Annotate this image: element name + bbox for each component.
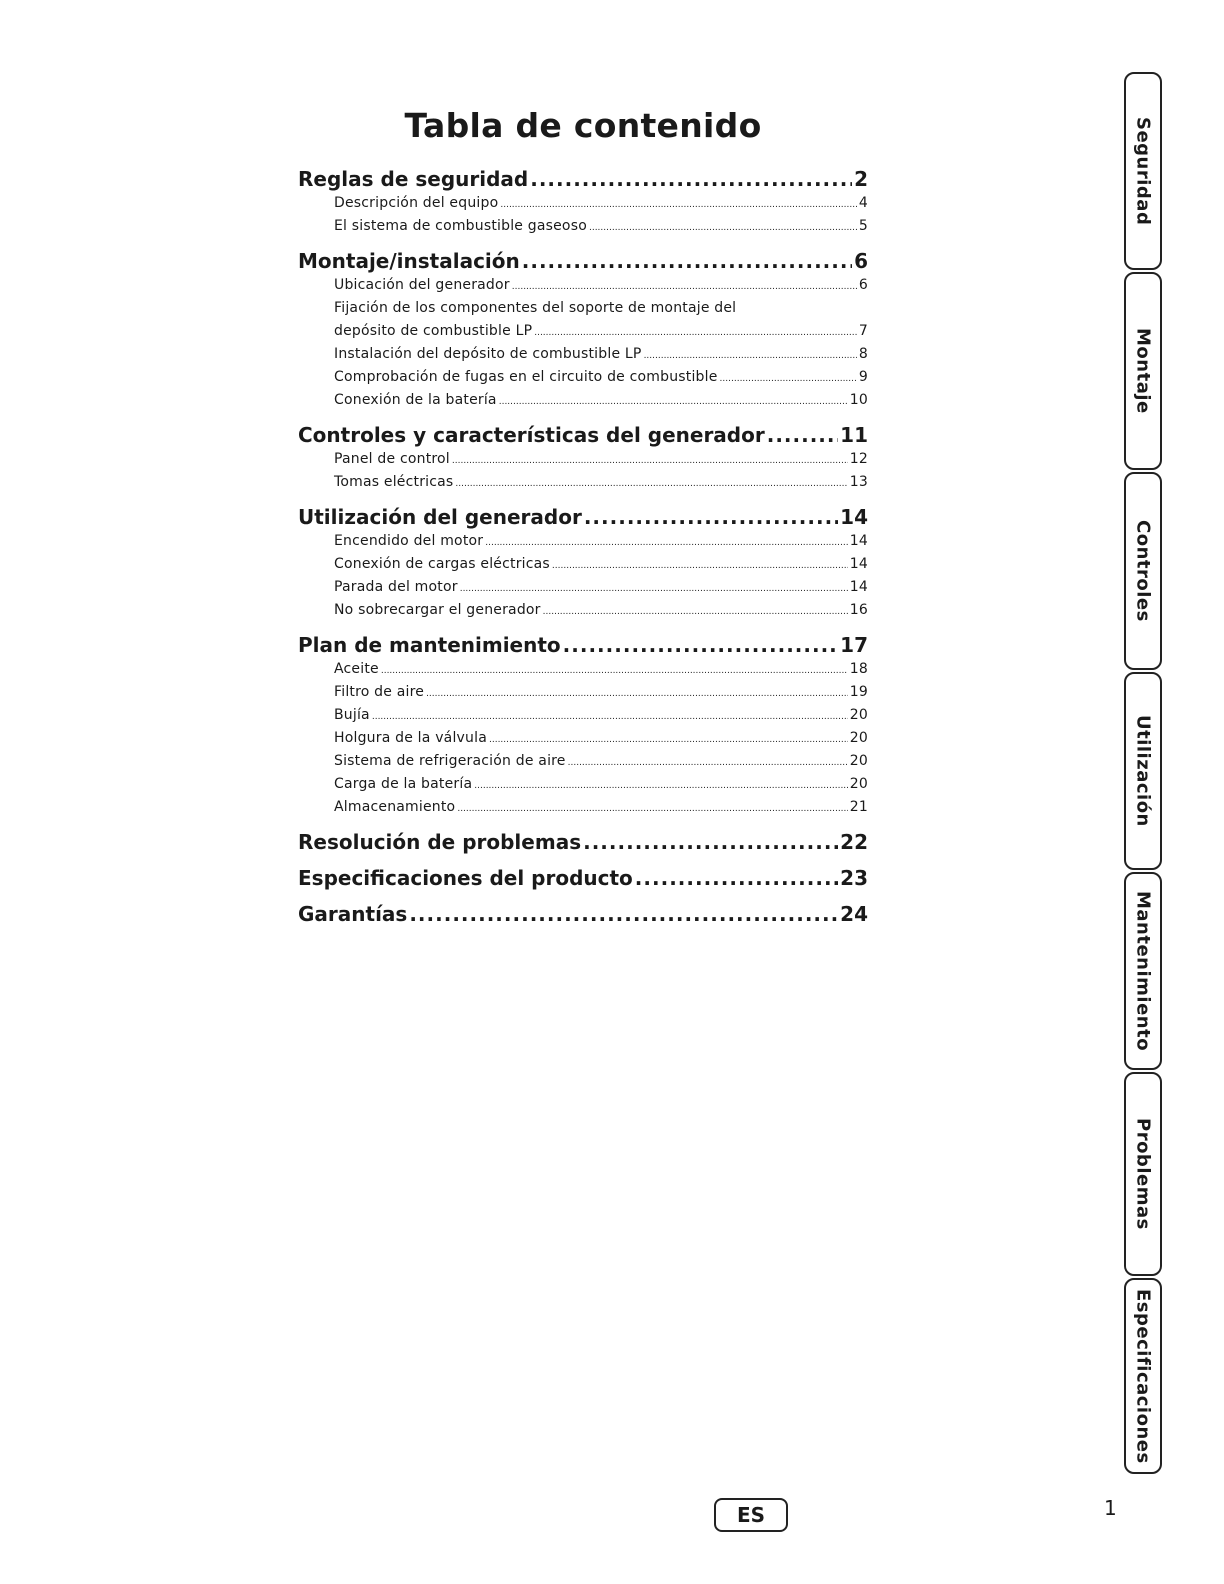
dot-leader: [635, 865, 838, 891]
tab-label: Seguridad: [1132, 116, 1154, 226]
toc-item-label: Carga de la batería: [334, 776, 473, 792]
toc-heading-troubleshooting[interactable]: [298, 829, 868, 855]
toc-heading-assembly[interactable]: [298, 248, 868, 274]
toc-heading-page: 6: [854, 249, 868, 273]
tab-label: Utilización: [1132, 715, 1154, 827]
toc-heading-label: Controles y características del generador: [298, 423, 765, 447]
toc-item-page: 6: [858, 277, 868, 293]
dot-leader: [409, 901, 838, 927]
toc-heading-page: 2: [854, 167, 868, 191]
toc-item-label: Comprobación de fugas en el circuito de combustible: [334, 369, 718, 385]
toc-item-label-line1: Fijación de los componentes del soporte de montaje del: [334, 300, 737, 316]
toc-item-label: Conexión de la batería: [334, 392, 497, 408]
toc-item-label: No sobrecargar el generador: [334, 602, 541, 618]
toc-item-page: 8: [858, 346, 868, 362]
toc-item-multiline[interactable]: [298, 297, 868, 343]
toc-item-label: Descripción del equipo: [334, 195, 499, 211]
dot-leader: [767, 422, 838, 448]
toc-item[interactable]: [298, 773, 868, 796]
toc-item-page: 20: [849, 776, 868, 792]
toc-item-page: 16: [849, 602, 868, 618]
toc-heading-label: Garantías: [298, 902, 408, 926]
toc-heading-maintenance[interactable]: [298, 632, 868, 658]
toc-item[interactable]: [298, 274, 868, 297]
toc-item-label: Instalación del depósito de combustible LP: [334, 346, 642, 362]
toc-heading-label: Especificaciones del producto: [298, 866, 633, 890]
language-badge: ES: [714, 1498, 788, 1532]
toc-heading-page: 22: [840, 830, 868, 854]
toc-item-label: Panel de control: [334, 451, 450, 467]
toc-item[interactable]: [298, 553, 868, 576]
dot-leader: [568, 752, 848, 775]
toc-item[interactable]: [298, 796, 868, 819]
toc-item[interactable]: [298, 343, 868, 366]
toc-item[interactable]: [298, 681, 868, 704]
dot-leader: [426, 683, 848, 706]
toc-section-controls: [298, 422, 868, 494]
dot-leader: [543, 601, 848, 624]
tab-mantenimiento[interactable]: [1124, 872, 1162, 1070]
toc-item-label: Encendido del motor: [334, 533, 484, 549]
page-number: 1: [1104, 1496, 1117, 1520]
toc-item-label: Bujía: [334, 707, 370, 723]
dot-leader: [499, 391, 848, 414]
dot-leader: [452, 450, 848, 473]
toc-heading-label: Montaje/instalación: [298, 249, 520, 273]
tab-label: Mantenimiento: [1132, 890, 1154, 1052]
toc-heading-warranties[interactable]: [298, 901, 868, 927]
toc-heading-label: Utilización del generador: [298, 505, 582, 529]
toc-item-page: 10: [849, 392, 868, 408]
toc-item-page: 18: [849, 661, 868, 677]
toc-item[interactable]: [298, 215, 868, 238]
toc-heading-page: 11: [840, 423, 868, 447]
toc-item-label: Filtro de aire: [334, 684, 425, 700]
dot-leader: [500, 194, 857, 217]
toc-item-label: Aceite: [334, 661, 379, 677]
tab-especificaciones[interactable]: [1124, 1278, 1162, 1474]
toc-heading-specifications[interactable]: [298, 865, 868, 891]
toc-item-label: depósito de combustible LP: [334, 323, 533, 339]
toc-item[interactable]: [298, 727, 868, 750]
dot-leader: [583, 829, 838, 855]
toc-heading-page: 23: [840, 866, 868, 890]
toc-item-label: Conexión de cargas eléctricas: [334, 556, 550, 572]
dot-leader: [512, 276, 857, 299]
dot-leader: [474, 775, 848, 798]
toc-heading-operation[interactable]: [298, 504, 868, 530]
toc-item[interactable]: [298, 366, 868, 389]
toc-item-label: El sistema de combustible gaseoso: [334, 218, 587, 234]
tab-controles[interactable]: [1124, 472, 1162, 670]
toc-item-page: 20: [849, 753, 868, 769]
toc-item-label: Holgura de la válvula: [334, 730, 487, 746]
toc-heading-label: Reglas de seguridad: [298, 167, 529, 191]
toc-heading-controls[interactable]: [298, 422, 868, 448]
toc-heading-page: 14: [840, 505, 868, 529]
dot-leader: [455, 473, 847, 496]
toc-item-page: 19: [849, 684, 868, 700]
toc-item-page: 9: [858, 369, 868, 385]
dot-leader: [534, 322, 857, 345]
toc-item[interactable]: [298, 448, 868, 471]
dot-leader: [530, 166, 852, 192]
tab-label: Controles: [1132, 520, 1154, 622]
toc-heading-label: Plan de mantenimiento: [298, 633, 561, 657]
tab-seguridad[interactable]: [1124, 72, 1162, 270]
table-of-contents: [298, 166, 868, 927]
toc-heading-page: 17: [840, 633, 868, 657]
dot-leader: [485, 532, 848, 555]
toc-heading-safety[interactable]: [298, 166, 868, 192]
toc-item[interactable]: [298, 750, 868, 773]
toc-item-page: 14: [849, 579, 868, 595]
toc-item[interactable]: [298, 576, 868, 599]
toc-item-label: Tomas eléctricas: [334, 474, 454, 490]
toc-item[interactable]: [298, 530, 868, 553]
toc-section-assembly: [298, 248, 868, 412]
tab-label: Especificaciones: [1132, 1288, 1154, 1464]
tab-problemas[interactable]: [1124, 1072, 1162, 1276]
toc-item-label: Ubicación del generador: [334, 277, 510, 293]
toc-section-maintenance: [298, 632, 868, 819]
dot-leader: [552, 555, 848, 578]
toc-item[interactable]: [298, 599, 868, 622]
toc-item-label: Sistema de refrigeración de aire: [334, 753, 566, 769]
toc-item[interactable]: [298, 192, 868, 215]
toc-item-label: Parada del motor: [334, 579, 458, 595]
toc-item-page: 5: [858, 218, 868, 234]
dot-leader: [644, 345, 857, 368]
dot-leader: [589, 217, 857, 240]
toc-item-page: 7: [858, 323, 868, 339]
toc-item-page: 14: [849, 533, 868, 549]
tab-montaje[interactable]: [1124, 272, 1162, 470]
toc-item-page: 4: [858, 195, 868, 211]
tab-utilizacion[interactable]: [1124, 672, 1162, 870]
dot-leader: [460, 578, 848, 601]
dot-leader: [584, 504, 838, 530]
toc-item-page: 12: [849, 451, 868, 467]
toc-item-page: 14: [849, 556, 868, 572]
dot-leader: [457, 798, 847, 821]
page-title: Tabla de contenido: [404, 106, 762, 145]
toc-item-page: 20: [849, 730, 868, 746]
toc-item-page: 13: [849, 474, 868, 490]
dot-leader: [489, 729, 848, 752]
toc-item[interactable]: [298, 471, 868, 494]
dot-leader: [563, 632, 839, 658]
toc-item[interactable]: [298, 704, 868, 727]
toc-section-safety: [298, 166, 868, 238]
toc-item[interactable]: [298, 658, 868, 681]
dot-leader: [720, 368, 857, 391]
dot-leader: [381, 660, 848, 683]
toc-item-label: Almacenamiento: [334, 799, 456, 815]
toc-item-page: 20: [849, 707, 868, 723]
dot-leader: [522, 248, 852, 274]
toc-item-page: 21: [849, 799, 868, 815]
toc-section-operation: [298, 504, 868, 622]
toc-heading-page: 24: [840, 902, 868, 926]
dot-leader: [372, 706, 848, 729]
tab-label: Montaje: [1132, 328, 1154, 414]
tab-label: Problemas: [1132, 1118, 1154, 1230]
toc-heading-label: Resolución de problemas: [298, 830, 582, 854]
toc-item[interactable]: [298, 389, 868, 412]
